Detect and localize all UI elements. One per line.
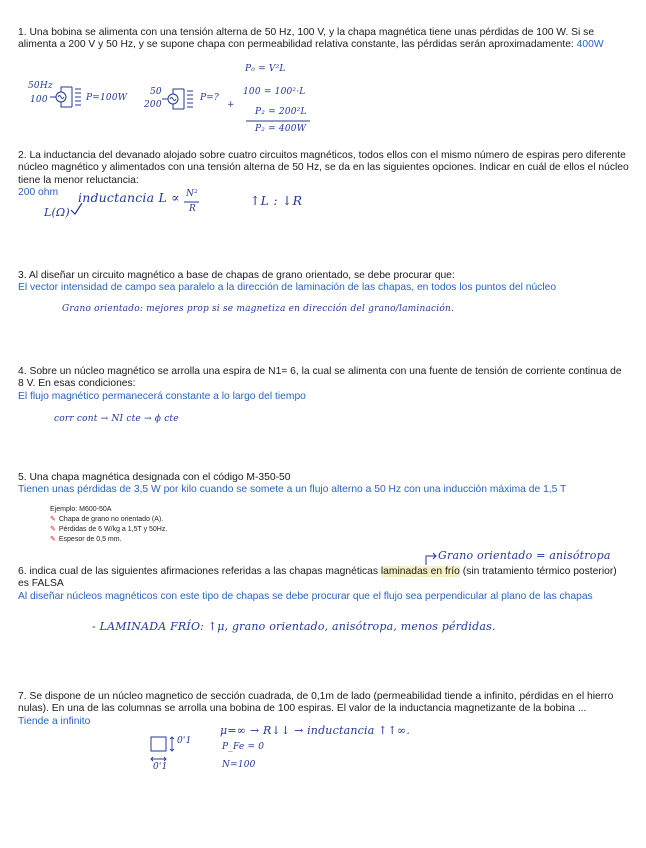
question-7-text: 7. Se dispone de un núcleo magnetico de sección cuadrada, de 0,1m de lado (permeabilidad tiende a infinito, pérdidas en el hierro nulas). En una de las columnas se arrolla una bobina de 100 espiras. El valor de la inductancia magnetizante de la bobina ... — [18, 691, 614, 715]
note-q2-inductance: inductancia L ∝ — [78, 190, 180, 205]
check-icon — [70, 202, 84, 216]
question-4-answer: El flujo magnético permanecerá constante a lo largo del tiempo — [18, 390, 306, 402]
question-3-text: 3. Al diseñar un circuito magnético a base de chapas de grano orientado, se debe procurar que: — [18, 270, 455, 281]
note-q4: corr cont → NI cte → ϕ cte — [54, 414, 179, 424]
pin-icon: ✎ — [50, 536, 56, 543]
question-1-answer: 400W — [576, 39, 604, 51]
note-q6-arrow — [424, 552, 438, 566]
note-q1-mid-label: P=? — [200, 93, 220, 103]
note-q6-top: Grano orientado = anisótropa — [438, 549, 611, 562]
question-5-answer: Tienen unas pérdidas de 3,5 W por kilo cuando se somete a un flujo alterno a 50 Hz con una inducción máxima de 1,5 T — [18, 484, 567, 496]
note-q3: Grano orientado: mejores prop si se magnetiza en dirección del grano/laminación. — [62, 304, 455, 314]
note-q7-side: 0'1 — [177, 736, 192, 746]
note-q1-plus: + — [227, 100, 235, 110]
example-item-3: ✎ Espesor de 0,5 mm. — [50, 536, 122, 543]
note-q1-mid-top: 50 — [150, 87, 162, 97]
note-q6: - LAMINADA FRÍO: ↑μ, grano orientado, anisótropa, menos pérdidas. — [92, 620, 496, 633]
note-q7-pfe: P_Fe = 0 — [222, 742, 265, 752]
note-q7-main: μ=∞ → R↓↓ → inductancia ↑↑∞. — [220, 724, 411, 737]
question-7-answer: Tiende a infinito — [18, 715, 91, 727]
note-q2-frac-bottom: R — [189, 204, 196, 214]
question-2-text: 2. La inductancia del devanado alojado sobre cuatro circuitos magnéticos, todos ellos con el mismo número de espiras pero diferente núcleo magnético y alimentados con una tensión alterna de 50 Hz, se da en las siguientes opciones. Indicar en cuál de ellos el núcleo tiene la menor reluctancia: — [18, 150, 629, 186]
question-4 — [18, 366, 630, 403]
highlight-cold-rolled: laminadas en frío — [380, 566, 460, 577]
question-7 — [18, 691, 630, 728]
note-q1-formula-1: P₀ = V²L — [245, 64, 286, 74]
note-q1-formula-4: P₂ = 400W — [255, 124, 307, 134]
note-q2-ohm: L(Ω) — [44, 206, 70, 219]
example-block — [50, 505, 167, 545]
note-q1-left-label: P=100W — [86, 93, 128, 103]
question-6 — [18, 566, 630, 603]
question-6-text: 6. indica cual de las siguientes afirmaciones referidas a las chapas magnéticas laminadas en frío (sin tratamiento térmico posterior) es FALSA — [18, 566, 617, 590]
note-q1-mid-bottom: 200 — [144, 100, 162, 110]
question-1-text: 1. Una bobina se alimenta con una tensión alterna de 50 Hz, 100 V, y la chapa magnética tiene unas pérdidas de 100 W. Si se alimenta a 200 V y 50 Hz, y se supone chapa con permeabilidad relativa constante, las pérdidas serán aproximadamente: — [18, 27, 595, 51]
note-q1-left-bottom: 100 — [30, 95, 48, 105]
example-title: Ejemplo: M600-50A — [50, 506, 112, 513]
note-q2-frac-top: N² — [186, 189, 198, 199]
pin-icon: ✎ — [50, 526, 56, 533]
question-4-text: 4. Sobre un núcleo magnético se arrolla una espira de N1= 6, la cual se alimenta con una fuente de tensión de corriente continua de 8 V. En esas condiciones: — [18, 366, 622, 390]
note-q7-bottom: 0'1 — [153, 762, 168, 772]
note-q1-formula-3: P₂ = 200²L — [255, 107, 307, 117]
question-6-answer: Al diseñar núcleos magnéticos con este tipo de chapas se debe procurar que el flujo sea perpendicular al plano de las chapas — [18, 590, 593, 602]
note-q2-relation: ↑L : ↓R — [250, 193, 303, 208]
question-5-text: 5. Una chapa magnética designada con el código M-350-50 — [18, 472, 291, 483]
example-item-2: ✎ Pérdidas de 6 W/kg a 1,5T y 50Hz. — [50, 526, 168, 533]
example-item-1: ✎ Chapa de grano no orientado (A). — [50, 516, 164, 523]
pin-icon: ✎ — [50, 516, 56, 523]
note-q7-n: N=100 — [222, 760, 256, 770]
question-1 — [18, 27, 630, 52]
question-5 — [18, 472, 630, 497]
note-q1-formula-2: 100 = 100²·L — [243, 87, 306, 97]
question-3-answer: El vector intensidad de campo sea paralelo a la dirección de laminación de las chapas, en todos los puntos del núcleo — [18, 282, 557, 294]
note-q1-left-top: 50Hz — [28, 81, 53, 91]
question-3 — [18, 270, 630, 295]
question-2-answer: 200 ohm — [18, 187, 59, 199]
